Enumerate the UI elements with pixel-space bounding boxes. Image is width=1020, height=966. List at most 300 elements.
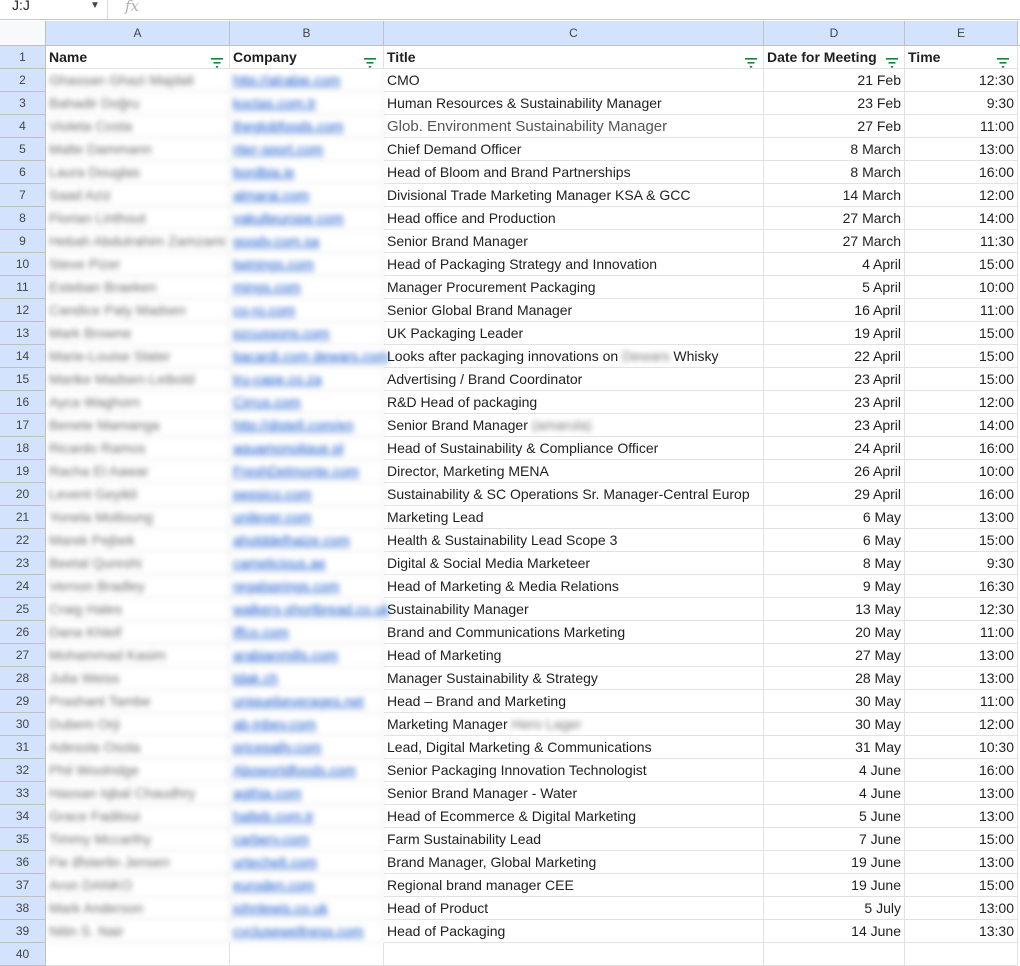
select-all-corner[interactable] [0,21,46,45]
time-cell[interactable]: 14:00 [905,414,1018,437]
name-cell[interactable]: Ghassan Ghazi Majdali [46,69,230,92]
name-cell[interactable]: Marek Pejbek [46,529,230,552]
time-cell[interactable]: 11:00 [905,299,1018,322]
row-number[interactable]: 38 [0,897,46,920]
table-row [0,943,1020,966]
name-cell[interactable]: Dana Khleif [46,621,230,644]
table-row [0,414,1020,437]
filter-icon[interactable] [364,52,376,62]
time-cell[interactable]: 12:00 [905,391,1018,414]
name-cell[interactable]: Timmy Mccarthy [46,828,230,851]
time-cell[interactable]: 11:00 [905,115,1018,138]
time-cell[interactable]: 13:00 [905,506,1018,529]
title-cell[interactable] [384,299,764,322]
title-cell[interactable] [384,138,764,161]
title-cell[interactable] [384,644,764,667]
title-text: Senior Packaging Innovation Technologist [387,762,647,778]
time-cell[interactable]: 15:00 [905,368,1018,391]
title-cell[interactable] [384,805,764,828]
row-number[interactable]: 34 [0,805,46,828]
table-row [0,805,1020,828]
time-cell[interactable]: 9:30 [905,552,1018,575]
company-cell[interactable]: aquamonolique.pl [230,437,384,460]
row-number[interactable]: 24 [0,575,46,598]
title-cell[interactable] [384,230,764,253]
empty-cell[interactable] [46,943,230,966]
date-cell[interactable]: 23 April [764,391,905,414]
name-cell[interactable]: Bahadir Doğru [46,92,230,115]
name-cell[interactable]: Dubem Orji [46,713,230,736]
title-text: UK Packaging Leader [387,325,524,341]
company-cell[interactable]: tru-cape.co.za [230,368,384,391]
company-cell[interactable]: uniquebeverages.net [230,690,384,713]
name-cell[interactable]: Laura Douglas [46,161,230,184]
date-cell[interactable]: 27 Feb [764,115,905,138]
column-header-a[interactable]: A [46,21,230,45]
company-cell[interactable]: FreshDelmonte.com [230,460,384,483]
date-cell[interactable]: 20 May [764,621,905,644]
title-cell[interactable] [384,621,764,644]
title-cell[interactable] [384,667,764,690]
header-label-title: Title [387,49,416,65]
row-number[interactable]: 9 [0,230,46,253]
formula-bar [0,0,1020,20]
title-cell[interactable] [384,782,764,805]
column-header-c[interactable]: C [384,21,764,45]
title-cell[interactable] [384,115,764,138]
date-cell[interactable]: 21 Feb [764,69,905,92]
company-cell[interactable]: pepsico.com [230,483,384,506]
date-cell[interactable]: 8 March [764,138,905,161]
company-cell[interactable]: unilever.com [230,506,384,529]
title-text: Chief Demand Officer [387,141,522,157]
table-row [0,207,1020,230]
time-cell[interactable]: 10:00 [905,276,1018,299]
name-cell[interactable]: Vernon Bradley [46,575,230,598]
date-cell[interactable]: 19 June [764,851,905,874]
time-cell[interactable]: 13:00 [905,644,1018,667]
table-row [0,667,1020,690]
row-number[interactable]: 1 [0,46,46,69]
date-cell[interactable]: 8 May [764,552,905,575]
time-cell[interactable]: 13:30 [905,920,1018,943]
date-cell[interactable]: 16 April [764,299,905,322]
time-cell[interactable]: 16:00 [905,759,1018,782]
name-cell[interactable]: Florian Linthout [46,207,230,230]
date-cell[interactable]: 27 May [764,644,905,667]
name-cell[interactable]: Saad Aziz [46,184,230,207]
redacted-text: Hero Lager [511,716,582,732]
title-cell[interactable] [384,184,764,207]
title-text: Senior Brand Manager - Water [387,785,578,801]
title-cell[interactable] [384,506,764,529]
name-cell[interactable]: Racha El Aawar [46,460,230,483]
title-cell[interactable] [384,828,764,851]
row-number[interactable]: 5 [0,138,46,161]
time-cell[interactable]: 15:00 [905,322,1018,345]
company-cell[interactable]: johnlewis.co.uk [230,897,384,920]
header-cell-date[interactable] [764,46,905,69]
company-cell[interactable]: Aboworldfoods.com [230,759,384,782]
row-number[interactable]: 11 [0,276,46,299]
name-cell[interactable]: Ricardo Ramos [46,437,230,460]
row-number[interactable]: 27 [0,644,46,667]
row-number[interactable]: 19 [0,460,46,483]
fx-icon: fx [125,0,140,15]
row-number[interactable]: 10 [0,253,46,276]
time-cell[interactable]: 16:00 [905,483,1018,506]
row-number[interactable]: 23 [0,552,46,575]
time-cell[interactable]: 16:00 [905,437,1018,460]
table-row [0,552,1020,575]
date-cell[interactable]: 13 May [764,598,905,621]
title-text: Marketing Manager [387,716,508,732]
name-cell[interactable]: Mark Anderson [46,897,230,920]
time-cell[interactable]: 15:00 [905,529,1018,552]
row-number[interactable]: 28 [0,667,46,690]
date-cell[interactable]: 6 May [764,529,905,552]
title-text: Human Resources & Sustainability Manager [387,95,662,111]
company-cell[interactable]: agthia.com [230,782,384,805]
time-cell[interactable]: 11:30 [905,230,1018,253]
title-cell[interactable] [384,207,764,230]
name-box[interactable] [0,0,108,19]
name-cell[interactable]: Malte Dammann [46,138,230,161]
name-cell[interactable]: Craig Hales [46,598,230,621]
company-cell[interactable]: cyclusewellness.com [230,920,384,943]
company-cell[interactable]: http://alrabie.com [230,69,384,92]
date-cell[interactable]: 27 March [764,207,905,230]
title-text: Head of Packaging [387,923,506,939]
title-cell[interactable] [384,851,764,874]
date-cell[interactable]: 6 May [764,506,905,529]
filter-icon[interactable] [886,52,898,62]
name-cell[interactable]: Benete Mamanga [46,414,230,437]
date-cell[interactable]: 5 July [764,897,905,920]
date-cell[interactable]: 30 May [764,690,905,713]
title-cell[interactable] [384,345,764,368]
time-cell[interactable]: 10:30 [905,736,1018,759]
date-cell[interactable]: 14 March [764,184,905,207]
title-cell[interactable] [384,92,764,115]
name-cell[interactable]: Phil Woolridge [46,759,230,782]
title-cell[interactable] [384,690,764,713]
company-cell[interactable]: urtechelt.com [230,851,384,874]
name-cell[interactable]: Julia Weiss [46,667,230,690]
filter-icon[interactable] [211,52,223,62]
row-number[interactable]: 31 [0,736,46,759]
filter-icon[interactable] [745,52,757,62]
date-cell[interactable]: 22 April [764,345,905,368]
title-cell[interactable] [384,529,764,552]
table-row [0,391,1020,414]
date-cell[interactable]: 4 June [764,759,905,782]
company-cell[interactable]: euroden.com [230,874,384,897]
title-cell[interactable] [384,391,764,414]
name-cell[interactable]: Hebah Abdulrahim Zamzami [46,230,230,253]
table-row [0,138,1020,161]
name-cell[interactable]: Adesola Osola [46,736,230,759]
date-cell[interactable]: 8 March [764,161,905,184]
date-cell[interactable]: 28 May [764,667,905,690]
name-cell[interactable]: Nitin S. Nair [46,920,230,943]
time-cell[interactable]: 13:00 [905,897,1018,920]
row-number[interactable]: 4 [0,115,46,138]
date-cell[interactable]: 9 May [764,575,905,598]
date-cell[interactable]: 27 March [764,230,905,253]
row-number[interactable]: 8 [0,207,46,230]
company-cell[interactable]: yakulteurope.com [230,207,384,230]
company-cell[interactable]: iffco.com [230,621,384,644]
company-cell[interactable]: koctas.com.tr [230,92,384,115]
table-row [0,897,1020,920]
table-row [0,345,1020,368]
caret-down-icon[interactable]: ▼ [90,0,100,11]
time-cell[interactable]: 12:00 [905,184,1018,207]
time-cell[interactable]: 12:30 [905,69,1018,92]
header-cell-company[interactable] [230,46,384,69]
table-row [0,736,1020,759]
name-cell[interactable]: Steve Pizer [46,253,230,276]
title-cell[interactable] [384,460,764,483]
time-cell[interactable]: 15:00 [905,253,1018,276]
row-number[interactable]: 7 [0,184,46,207]
name-cell[interactable]: Ayca Waghorn [46,391,230,414]
company-cell[interactable]: walkers-shortbread.co.uk [230,598,384,621]
name-cell[interactable]: Fie Østerlin Jensen [46,851,230,874]
row-number[interactable]: 32 [0,759,46,782]
date-cell[interactable]: 19 June [764,874,905,897]
title-text: R&D Head of packaging [387,394,538,410]
title-cell[interactable] [384,253,764,276]
title-cell[interactable] [384,897,764,920]
name-cell[interactable]: Violeta Costa [46,115,230,138]
row-number[interactable]: 2 [0,69,46,92]
empty-cell[interactable] [764,943,905,966]
time-cell[interactable]: 16:00 [905,161,1018,184]
date-cell[interactable]: 5 April [764,276,905,299]
title-cell[interactable] [384,713,764,736]
title-cell[interactable] [384,759,764,782]
name-cell[interactable]: Yonela Motloung [46,506,230,529]
filter-icon[interactable] [997,52,1009,62]
company-cell[interactable]: camelicious.ae [230,552,384,575]
row-number[interactable]: 36 [0,851,46,874]
name-cell[interactable]: Beetal Qureshi [46,552,230,575]
row-number[interactable]: 21 [0,506,46,529]
redacted-text: Dewars [622,348,670,364]
header-cell-name[interactable] [46,46,230,69]
column-header-d[interactable]: D [764,21,905,45]
title-cell[interactable] [384,920,764,943]
title-cell[interactable] [384,575,764,598]
name-box-value: J:J [12,0,30,13]
company-cell[interactable]: twinings.com [230,253,384,276]
name-cell[interactable]: Aron DANKO [46,874,230,897]
title-cell[interactable] [384,552,764,575]
table-row [0,161,1020,184]
date-cell[interactable]: 26 April [764,460,905,483]
title-text: Head of Bloom and Brand Partnerships [387,164,631,180]
title-text: Senior Brand Manager [387,417,528,433]
title-text: Brand Manager, Global Marketing [387,854,597,870]
title-cell[interactable] [384,368,764,391]
header-label-time: Time [908,49,941,65]
company-cell[interactable]: bacardi.com dewars.com [230,345,384,368]
row-number[interactable]: 29 [0,690,46,713]
table-row [0,276,1020,299]
row-number[interactable]: 13 [0,322,46,345]
title-text-after: Whisky [669,348,719,364]
row-number[interactable]: 30 [0,713,46,736]
table-row [0,253,1020,276]
title-text: Farm Sustainability Lead [387,831,542,847]
name-cell[interactable]: Mark Browne [46,322,230,345]
table-row [0,368,1020,391]
name-cell[interactable]: Mohammad Kasim [46,644,230,667]
time-cell[interactable]: 13:00 [905,138,1018,161]
date-cell[interactable]: 5 June [764,805,905,828]
empty-cell[interactable] [230,943,384,966]
header-cell-title[interactable] [384,46,764,69]
time-cell[interactable]: 15:00 [905,345,1018,368]
row-number[interactable]: 18 [0,437,46,460]
title-cell[interactable] [384,414,764,437]
name-cell[interactable]: Grace Fadiloui [46,805,230,828]
company-cell[interactable]: halteb.com.tr [230,805,384,828]
title-text: Head office and Production [387,210,556,226]
company-cell[interactable]: ab-inbev.com [230,713,384,736]
row-number[interactable]: 26 [0,621,46,644]
date-cell[interactable]: 31 May [764,736,905,759]
company-cell[interactable]: pzcussons.com [230,322,384,345]
title-text: Head of Product [387,900,489,916]
date-cell[interactable]: 4 June [764,782,905,805]
date-cell[interactable]: 23 April [764,414,905,437]
name-cell[interactable]: Hassan Iqbal Chaudhry [46,782,230,805]
date-cell[interactable]: 4 April [764,253,905,276]
row-number[interactable]: 37 [0,874,46,897]
title-text: Glob. Environment Sustainability Manager [387,118,668,135]
company-cell[interactable]: almarai.com [230,184,384,207]
table-row [0,184,1020,207]
time-cell[interactable]: 10:00 [905,460,1018,483]
time-cell[interactable]: 13:00 [905,805,1018,828]
empty-cell[interactable] [384,943,764,966]
name-cell[interactable]: Marike Madsen-Leibold [46,368,230,391]
company-cell[interactable]: mjngs.com [230,276,384,299]
company-cell[interactable]: goody.com.sa [230,230,384,253]
title-cell[interactable] [384,598,764,621]
name-cell[interactable]: Esteban Braeken [46,276,230,299]
title-cell[interactable] [384,736,764,759]
name-cell[interactable]: Candice Paty Madsen [46,299,230,322]
date-cell[interactable]: 30 May [764,713,905,736]
company-cell[interactable]: tdak.ch [230,667,384,690]
company-cell[interactable]: aholddelhaize.com [230,529,384,552]
row-number[interactable]: 40 [0,943,46,966]
date-cell[interactable]: 29 April [764,483,905,506]
column-header-b[interactable]: B [230,21,384,45]
row-number[interactable]: 16 [0,391,46,414]
table-row [0,874,1020,897]
date-cell[interactable]: 23 April [764,368,905,391]
title-text: Lead, Digital Marketing & Communications [387,739,652,755]
time-cell[interactable]: 12:30 [905,598,1018,621]
company-cell[interactable]: theglobfoods.com [230,115,384,138]
row-number[interactable]: 17 [0,414,46,437]
company-cell[interactable]: pricepally.com [230,736,384,759]
title-cell[interactable] [384,161,764,184]
name-cell[interactable]: Prashant Tambe [46,690,230,713]
company-cell[interactable]: co-ro.com [230,299,384,322]
time-cell[interactable]: 15:00 [905,874,1018,897]
name-cell[interactable]: Levent Geyikli [46,483,230,506]
row-number[interactable]: 6 [0,161,46,184]
title-text: Advertising / Brand Coordinator [387,371,583,387]
company-cell[interactable]: http://distell.com/en [230,414,384,437]
title-text: Head of Marketing & Media Relations [387,578,619,594]
title-cell[interactable] [384,483,764,506]
row-number[interactable]: 25 [0,598,46,621]
column-header-e[interactable]: E [905,21,1018,45]
row-number[interactable]: 35 [0,828,46,851]
empty-cell[interactable] [905,943,1018,966]
company-cell[interactable]: arabianmills.com [230,644,384,667]
title-cell[interactable] [384,437,764,460]
row-number[interactable]: 15 [0,368,46,391]
row-number[interactable]: 22 [0,529,46,552]
time-cell[interactable]: 13:00 [905,782,1018,805]
time-cell[interactable]: 9:30 [905,92,1018,115]
title-text: Head of Packaging Strategy and Innovation [387,256,658,272]
date-cell[interactable]: 19 April [764,322,905,345]
time-cell[interactable]: 13:00 [905,851,1018,874]
spreadsheet-grid [0,21,1020,961]
row-number[interactable]: 14 [0,345,46,368]
time-cell[interactable]: 11:00 [905,621,1018,644]
title-cell[interactable] [384,276,764,299]
row-number[interactable]: 12 [0,299,46,322]
company-cell[interactable]: Cirrus.com [230,391,384,414]
time-cell[interactable]: 13:00 [905,667,1018,690]
date-cell[interactable]: 14 June [764,920,905,943]
table-row [0,828,1020,851]
company-cell[interactable]: regalsprings.com [230,575,384,598]
table-row [0,782,1020,805]
company-cell[interactable]: riter-sport.com [230,138,384,161]
date-cell[interactable]: 23 Feb [764,92,905,115]
time-cell[interactable]: 14:00 [905,207,1018,230]
row-number[interactable]: 20 [0,483,46,506]
time-cell[interactable]: 15:00 [905,828,1018,851]
row-number[interactable]: 39 [0,920,46,943]
title-cell[interactable] [384,874,764,897]
title-cell[interactable] [384,69,764,92]
name-cell[interactable]: Marie-Louise Slater [46,345,230,368]
time-cell[interactable]: 16:30 [905,575,1018,598]
time-cell[interactable]: 11:00 [905,690,1018,713]
date-cell[interactable]: 7 June [764,828,905,851]
header-cell-time[interactable] [905,46,1018,69]
time-cell[interactable]: 12:00 [905,713,1018,736]
company-cell[interactable]: carbery.com [230,828,384,851]
title-cell[interactable] [384,322,764,345]
company-cell[interactable]: bordbia.ie [230,161,384,184]
date-cell[interactable]: 24 April [764,437,905,460]
row-number[interactable]: 3 [0,92,46,115]
row-number[interactable]: 33 [0,782,46,805]
